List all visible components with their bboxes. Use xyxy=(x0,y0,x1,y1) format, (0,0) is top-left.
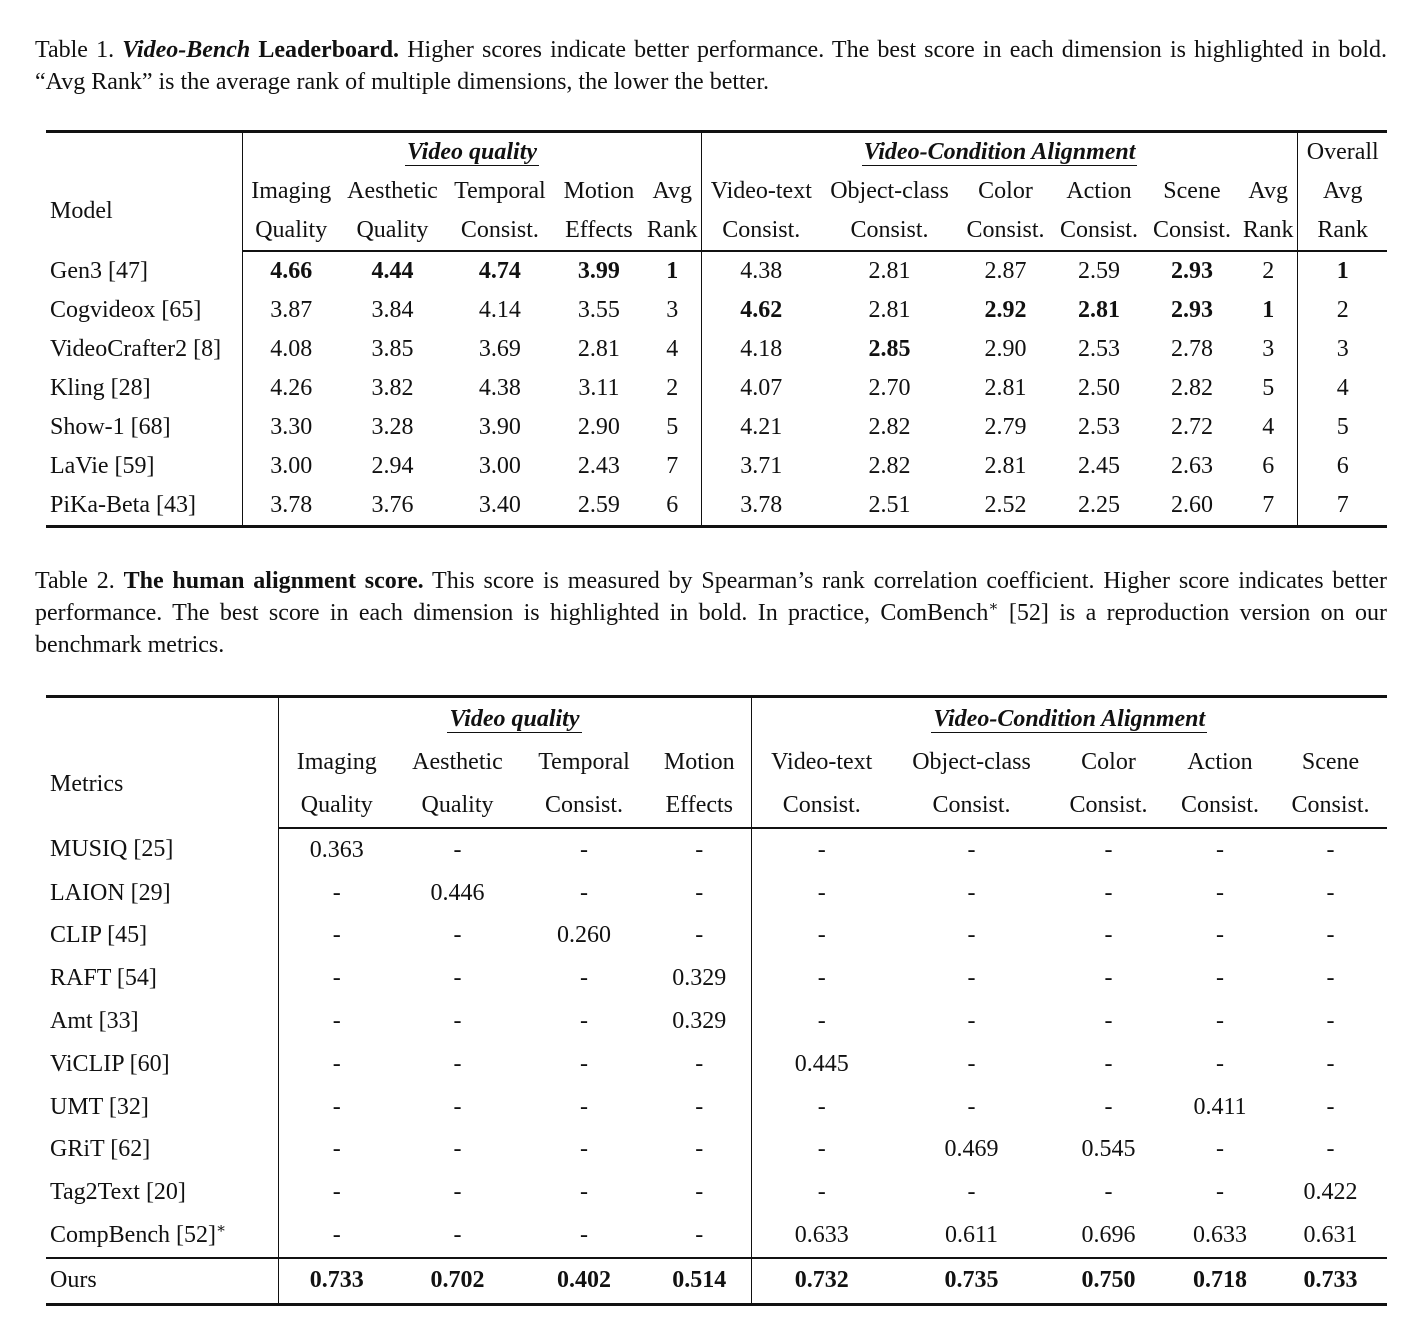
t2-col-header: Consist. xyxy=(520,784,648,828)
table-row xyxy=(46,251,1387,291)
score-cell: - xyxy=(332,879,341,906)
score-cell: 2.79 xyxy=(984,414,1027,440)
score-cell: 2.53 xyxy=(1077,336,1120,362)
score-cell: - xyxy=(817,1179,826,1206)
metric-label: Amt [33] xyxy=(50,1008,139,1035)
t2-col-header: Temporal xyxy=(538,749,630,775)
score-cell: 0.733 xyxy=(1274,1258,1387,1305)
score-cell: - xyxy=(580,965,588,992)
score-cell: 3.87 xyxy=(270,297,313,323)
score-cell: 0.633 xyxy=(794,1222,849,1249)
table-row xyxy=(46,369,1387,408)
overall-rank-cell: 7 xyxy=(1336,492,1349,518)
score-cell: 2.59 xyxy=(1077,258,1120,284)
score-cell: - xyxy=(453,1050,462,1077)
score-cell: 4.66 xyxy=(270,258,313,284)
score-cell: - xyxy=(1326,1008,1335,1035)
score-cell: 2.52 xyxy=(984,492,1027,518)
score-cell: 6 xyxy=(1239,447,1298,486)
score-cell: - xyxy=(1216,1136,1224,1163)
score-cell: 0.750 xyxy=(1051,1258,1166,1305)
table-row xyxy=(46,1129,1387,1172)
score-cell: - xyxy=(332,1050,341,1077)
score-cell: - xyxy=(332,1008,341,1035)
score-cell: - xyxy=(648,1214,751,1258)
score-cell: 3 xyxy=(644,291,701,330)
score-cell: - xyxy=(1216,1179,1224,1206)
score-cell: - xyxy=(967,1008,976,1035)
score-cell: 2.72 xyxy=(1170,414,1213,440)
score-cell: 1 xyxy=(1239,291,1298,330)
score-cell: 3.90 xyxy=(478,414,521,440)
score-cell: - xyxy=(580,1093,588,1120)
score-cell: - xyxy=(1216,1008,1224,1035)
score-cell: - xyxy=(1326,879,1335,906)
score-cell: - xyxy=(967,1093,976,1120)
t1-group-alignment: Video-Condition Alignment xyxy=(701,132,1298,173)
metric-label: Tag2Text [20] xyxy=(50,1179,186,1206)
score-cell: 7 xyxy=(644,447,701,486)
score-cell: 2.81 xyxy=(984,375,1027,401)
score-cell: - xyxy=(453,1093,462,1120)
score-cell: 0.696 xyxy=(1081,1222,1136,1249)
score-cell: 4 xyxy=(644,330,701,369)
score-cell: 2.90 xyxy=(984,336,1027,362)
score-cell: 3.55 xyxy=(577,297,620,323)
score-cell: 3.69 xyxy=(478,336,521,362)
table-row xyxy=(46,291,1387,330)
score-cell: 2.85 xyxy=(868,336,911,362)
score-cell: 2.82 xyxy=(868,414,911,440)
score-cell: - xyxy=(817,1093,826,1120)
score-cell: - xyxy=(580,836,588,863)
score-cell: 3.84 xyxy=(371,297,414,323)
table-row xyxy=(46,915,1387,958)
score-cell: 0.702 xyxy=(395,1258,520,1305)
table2-caption-text-end: [52] is a reproduction version on our benchmark metrics. xyxy=(35,600,1388,658)
score-cell: 1 xyxy=(644,251,701,291)
score-cell: - xyxy=(1326,1136,1335,1163)
score-cell: - xyxy=(1326,836,1335,863)
score-cell: 2.78 xyxy=(1170,336,1213,362)
table-row xyxy=(46,486,1387,527)
t1-col-header: Rank xyxy=(644,211,701,251)
score-cell: - xyxy=(967,1050,976,1077)
score-cell: 3.99 xyxy=(577,258,620,284)
score-cell: 2.94 xyxy=(371,453,414,479)
overall-rank-cell: 6 xyxy=(1336,453,1349,479)
table-row xyxy=(46,330,1387,369)
score-cell: 3.82 xyxy=(371,375,414,401)
score-cell: 4.14 xyxy=(478,297,521,323)
score-cell: - xyxy=(967,836,976,863)
table-row xyxy=(46,872,1387,915)
t1-col-header: Action xyxy=(1066,178,1132,204)
score-cell: 3.28 xyxy=(371,414,414,440)
score-cell: - xyxy=(967,965,976,992)
table1-caption xyxy=(35,34,1387,98)
score-cell: 7 xyxy=(1239,486,1298,527)
score-cell: - xyxy=(332,1222,341,1249)
t2-col-header: Scene xyxy=(1301,749,1360,775)
score-cell: 0.631 xyxy=(1303,1222,1358,1249)
table1-label: Table 1. xyxy=(35,37,115,63)
t1-col-header: Quality xyxy=(339,211,446,251)
metric-name xyxy=(46,1043,278,1086)
table-row xyxy=(46,957,1387,1000)
score-cell: - xyxy=(648,915,751,958)
t1-col-header: Rank xyxy=(1298,211,1387,251)
model-name: PiKa-Beta [43] xyxy=(46,486,243,527)
score-cell: 4.62 xyxy=(740,297,783,323)
table2-caption-sup: ∗ xyxy=(988,599,999,615)
score-cell: - xyxy=(1216,965,1224,992)
t2-col-header: Motion xyxy=(648,741,751,784)
t2-col-header: Quality xyxy=(278,784,395,828)
score-cell: 0.411 xyxy=(1193,1093,1247,1120)
score-cell: - xyxy=(332,1136,341,1163)
score-cell: 0.260 xyxy=(557,922,611,949)
t1-col-header: Rank xyxy=(1239,211,1298,251)
score-cell: - xyxy=(453,1008,462,1035)
score-cell: 3.85 xyxy=(371,336,414,362)
score-cell: 2.82 xyxy=(1170,375,1213,401)
score-cell: 2.60 xyxy=(1170,492,1213,518)
score-cell: 0.514 xyxy=(648,1258,751,1305)
metric-label: ViCLIP [60] xyxy=(50,1050,170,1077)
metric-name xyxy=(46,1129,278,1172)
metric-name xyxy=(46,872,278,915)
t1-col-header: Consist. xyxy=(701,211,821,251)
model-name: LaVie [59] xyxy=(46,447,243,486)
score-cell: - xyxy=(332,1093,341,1120)
score-cell: - xyxy=(1104,836,1113,863)
score-cell: - xyxy=(648,828,751,872)
t1-col-header: Aesthetic xyxy=(347,178,438,204)
score-cell: 2.90 xyxy=(577,414,620,440)
score-cell: - xyxy=(580,1136,588,1163)
score-cell: - xyxy=(580,879,588,906)
score-cell: 2.82 xyxy=(868,453,911,479)
t2-col-header: Consist. xyxy=(892,784,1051,828)
metric-name xyxy=(46,1000,278,1043)
ours-row xyxy=(46,1258,1387,1305)
metric-name xyxy=(46,915,278,958)
score-cell: 0.363 xyxy=(309,836,364,863)
score-cell: 0.402 xyxy=(520,1258,648,1305)
t2-col-header: Object-class xyxy=(912,749,1031,775)
score-cell: - xyxy=(817,965,826,992)
score-cell: 3.40 xyxy=(478,492,521,518)
t1-col-header: Consist. xyxy=(446,211,554,251)
t2-col-header: Quality xyxy=(395,784,520,828)
score-cell: 3.71 xyxy=(740,453,783,479)
t1-col-header: Quality xyxy=(243,211,339,251)
t2-metrics-header: Metrics xyxy=(46,741,278,828)
table2-caption xyxy=(35,565,1387,661)
t2-col-header: Action xyxy=(1187,749,1253,775)
score-cell: 0.733 xyxy=(278,1258,395,1305)
t1-col-header: Avg xyxy=(644,172,701,211)
metric-label: RAFT [54] xyxy=(50,965,157,992)
table2-title: The human alignment score. xyxy=(123,568,424,594)
t1-col-header: Consist. xyxy=(821,211,958,251)
score-cell: - xyxy=(817,1008,826,1035)
score-cell: 2.87 xyxy=(984,258,1027,284)
overall-rank-cell: 1 xyxy=(1336,258,1349,284)
score-cell: 2.81 xyxy=(984,453,1027,479)
t1-col-header: Imaging xyxy=(251,178,332,204)
score-cell: 2.92 xyxy=(984,297,1027,323)
table-row xyxy=(46,1171,1387,1214)
score-cell: 0.611 xyxy=(944,1222,999,1249)
metric-footnote-mark: ∗ xyxy=(215,1221,227,1238)
score-cell: 6 xyxy=(644,486,701,527)
t2-col-header: Consist. xyxy=(1274,784,1387,828)
t2-col-header: Effects xyxy=(648,784,751,828)
score-cell: 2.81 xyxy=(1077,297,1120,323)
t1-group-video-quality: Video quality xyxy=(243,132,701,173)
score-cell: 2.53 xyxy=(1077,414,1120,440)
score-cell: - xyxy=(453,1179,462,1206)
t1-col-header: Effects xyxy=(554,211,644,251)
score-cell: - xyxy=(453,1222,462,1249)
score-cell: - xyxy=(1104,1179,1113,1206)
model-name: VideoCrafter2 [8] xyxy=(46,330,243,369)
score-cell: 4.21 xyxy=(740,414,783,440)
table1-title-italic: Video-Bench xyxy=(122,37,251,63)
score-cell: - xyxy=(453,836,462,863)
score-cell: 2.63 xyxy=(1170,453,1213,479)
score-cell: - xyxy=(332,922,341,949)
score-cell: - xyxy=(817,879,826,906)
metric-name xyxy=(46,1171,278,1214)
score-cell: - xyxy=(648,1171,751,1214)
score-cell: - xyxy=(1216,879,1224,906)
overall-rank-cell: 2 xyxy=(1336,297,1349,323)
table-row xyxy=(46,1043,1387,1086)
score-cell: 2.45 xyxy=(1077,453,1120,479)
score-cell: - xyxy=(1326,965,1335,992)
metric-name xyxy=(46,1086,278,1129)
score-cell: - xyxy=(817,1136,826,1163)
overall-rank-cell: 4 xyxy=(1336,375,1349,401)
t1-col-header: Consist. xyxy=(1053,211,1145,251)
score-cell: - xyxy=(453,965,462,992)
score-cell: 2 xyxy=(644,369,701,408)
t1-col-header: Color xyxy=(978,178,1033,204)
score-cell: 3.11 xyxy=(578,375,620,401)
t1-col-header: Avg xyxy=(1239,172,1298,211)
score-cell: - xyxy=(1104,1008,1113,1035)
score-cell: 2.81 xyxy=(577,336,620,362)
score-cell: 0.445 xyxy=(794,1050,849,1077)
metric-label: CompBench [52] xyxy=(50,1222,216,1249)
table-row xyxy=(46,447,1387,486)
metric-label: UMT [32] xyxy=(50,1093,149,1120)
score-cell: - xyxy=(648,872,751,915)
score-cell: - xyxy=(332,965,341,992)
t2-col-header: Consist. xyxy=(751,784,892,828)
score-cell: 0.545 xyxy=(1081,1136,1136,1163)
score-cell: - xyxy=(1216,1050,1224,1077)
t1-col-header: Object-class xyxy=(830,178,949,204)
t2-col-header: Video-text xyxy=(771,749,873,775)
t1-col-header: Motion xyxy=(563,178,635,204)
metric-name xyxy=(46,828,278,872)
score-cell: - xyxy=(1104,965,1113,992)
score-cell: - xyxy=(1326,922,1335,949)
metric-name: Ours xyxy=(46,1258,278,1305)
score-cell: - xyxy=(648,1043,751,1086)
score-cell: 5 xyxy=(1239,369,1298,408)
score-cell: 0.446 xyxy=(430,879,485,906)
model-name: Kling [28] xyxy=(46,369,243,408)
t2-col-header: Aesthetic xyxy=(412,749,503,775)
model-name: Show-1 [68] xyxy=(46,408,243,447)
score-cell: 0.329 xyxy=(648,957,751,1000)
score-cell: 0.718 xyxy=(1166,1258,1274,1305)
score-cell: 2.81 xyxy=(868,258,911,284)
score-cell: 3.78 xyxy=(270,492,313,518)
t1-overall-header: Overall xyxy=(1306,139,1379,165)
score-cell: - xyxy=(453,1136,462,1163)
t2-col-header: Imaging xyxy=(296,749,377,775)
score-cell: - xyxy=(1216,922,1224,949)
table1-caption-text: Higher scores indicate better performance. The best score in each dimension is highlighted in bold. “Avg Rank” is the average rank of multiple dimensions, the lower the better. xyxy=(35,37,1388,95)
score-cell: 5 xyxy=(644,408,701,447)
t2-group-alignment: Video-Condition Alignment xyxy=(933,706,1206,732)
score-cell: 0.469 xyxy=(944,1136,999,1163)
score-cell: 4.26 xyxy=(270,375,313,401)
score-cell: 2.70 xyxy=(868,375,911,401)
metric-label: MUSIQ [25] xyxy=(50,836,174,863)
metric-label: LAION [29] xyxy=(50,879,171,906)
t1-col-header: Temporal xyxy=(454,178,546,204)
score-cell: - xyxy=(967,1179,976,1206)
score-cell: 0.735 xyxy=(892,1258,1051,1305)
score-cell: 3 xyxy=(1239,330,1298,369)
score-cell: - xyxy=(1104,879,1113,906)
metric-name xyxy=(46,957,278,1000)
table-row xyxy=(46,408,1387,447)
metric-name xyxy=(46,1214,278,1258)
t2-col-header: Color xyxy=(1081,749,1136,775)
score-cell: 4.08 xyxy=(270,336,313,362)
score-cell: 4.38 xyxy=(478,375,521,401)
score-cell: 4.18 xyxy=(740,336,783,362)
score-cell: - xyxy=(648,1129,751,1172)
score-cell: 2.81 xyxy=(868,297,911,323)
score-cell: 3.76 xyxy=(371,492,414,518)
table2-label: Table 2. xyxy=(35,568,115,594)
t1-col-header: Consist. xyxy=(958,211,1053,251)
t1-col-header: Video-text xyxy=(710,178,812,204)
score-cell: - xyxy=(580,1050,588,1077)
human-alignment-table xyxy=(46,695,1387,1306)
score-cell: 2.93 xyxy=(1170,297,1213,323)
overall-rank-cell: 5 xyxy=(1336,414,1349,440)
metric-label: GRiT [62] xyxy=(50,1136,151,1163)
score-cell: - xyxy=(1104,922,1113,949)
score-cell: 0.329 xyxy=(648,1000,751,1043)
table1-title: Leaderboard. xyxy=(258,37,400,63)
score-cell: - xyxy=(580,1008,588,1035)
score-cell: 3.30 xyxy=(270,414,313,440)
score-cell: - xyxy=(1104,1093,1113,1120)
table-row xyxy=(46,828,1387,872)
t1-col-header: Scene xyxy=(1163,178,1221,204)
model-name: Gen3 [47] xyxy=(46,251,243,291)
score-cell: - xyxy=(967,879,976,906)
score-cell: - xyxy=(1326,1093,1335,1120)
metric-label: CLIP [45] xyxy=(50,922,148,949)
score-cell: 2.50 xyxy=(1077,375,1120,401)
table-row xyxy=(46,1214,1387,1258)
t2-col-header: Consist. xyxy=(1051,784,1166,828)
score-cell: - xyxy=(580,1222,588,1249)
score-cell: 4.38 xyxy=(740,258,783,284)
t2-group-video-quality: Video quality xyxy=(278,697,751,742)
score-cell: - xyxy=(1326,1050,1335,1077)
leaderboard-table xyxy=(46,130,1387,528)
score-cell: 2.59 xyxy=(577,492,620,518)
t1-col-header: Avg xyxy=(1322,178,1363,204)
t1-col-header: Consist. xyxy=(1145,211,1239,251)
table-row xyxy=(46,1086,1387,1129)
score-cell: - xyxy=(648,1086,751,1129)
score-cell: 2.93 xyxy=(1170,258,1213,284)
score-cell: 2.51 xyxy=(868,492,911,518)
score-cell: 3.00 xyxy=(478,453,521,479)
score-cell: 0.422 xyxy=(1303,1179,1358,1206)
t1-model-header: Model xyxy=(46,172,243,251)
score-cell: - xyxy=(817,836,826,863)
t2-col-header: Consist. xyxy=(1166,784,1274,828)
score-cell: 4.44 xyxy=(371,258,414,284)
table2-caption-text: This score is measured by Spearman’s rank correlation coefficient. Higher score indicates better performance. The best score in each dimension is highlighted in bold. In practice, ComBench xyxy=(35,568,1388,626)
score-cell: 4 xyxy=(1239,408,1298,447)
score-cell: 3.78 xyxy=(740,492,783,518)
score-cell: - xyxy=(967,922,976,949)
score-cell: 4.74 xyxy=(478,258,521,284)
score-cell: 4.07 xyxy=(740,375,783,401)
score-cell: - xyxy=(1216,836,1224,863)
table-row xyxy=(46,1000,1387,1043)
score-cell: - xyxy=(1104,1050,1113,1077)
score-cell: 3.00 xyxy=(270,453,313,479)
score-cell: 2 xyxy=(1239,251,1298,291)
score-cell: - xyxy=(453,922,462,949)
score-cell: 2.43 xyxy=(577,453,620,479)
score-cell: - xyxy=(817,922,826,949)
score-cell: 0.732 xyxy=(751,1258,892,1305)
score-cell: 2.25 xyxy=(1077,492,1120,518)
score-cell: - xyxy=(580,1179,588,1206)
overall-rank-cell: 3 xyxy=(1336,336,1349,362)
model-name: Cogvideox [65] xyxy=(46,291,243,330)
score-cell: 0.633 xyxy=(1193,1222,1247,1249)
score-cell: - xyxy=(332,1179,341,1206)
